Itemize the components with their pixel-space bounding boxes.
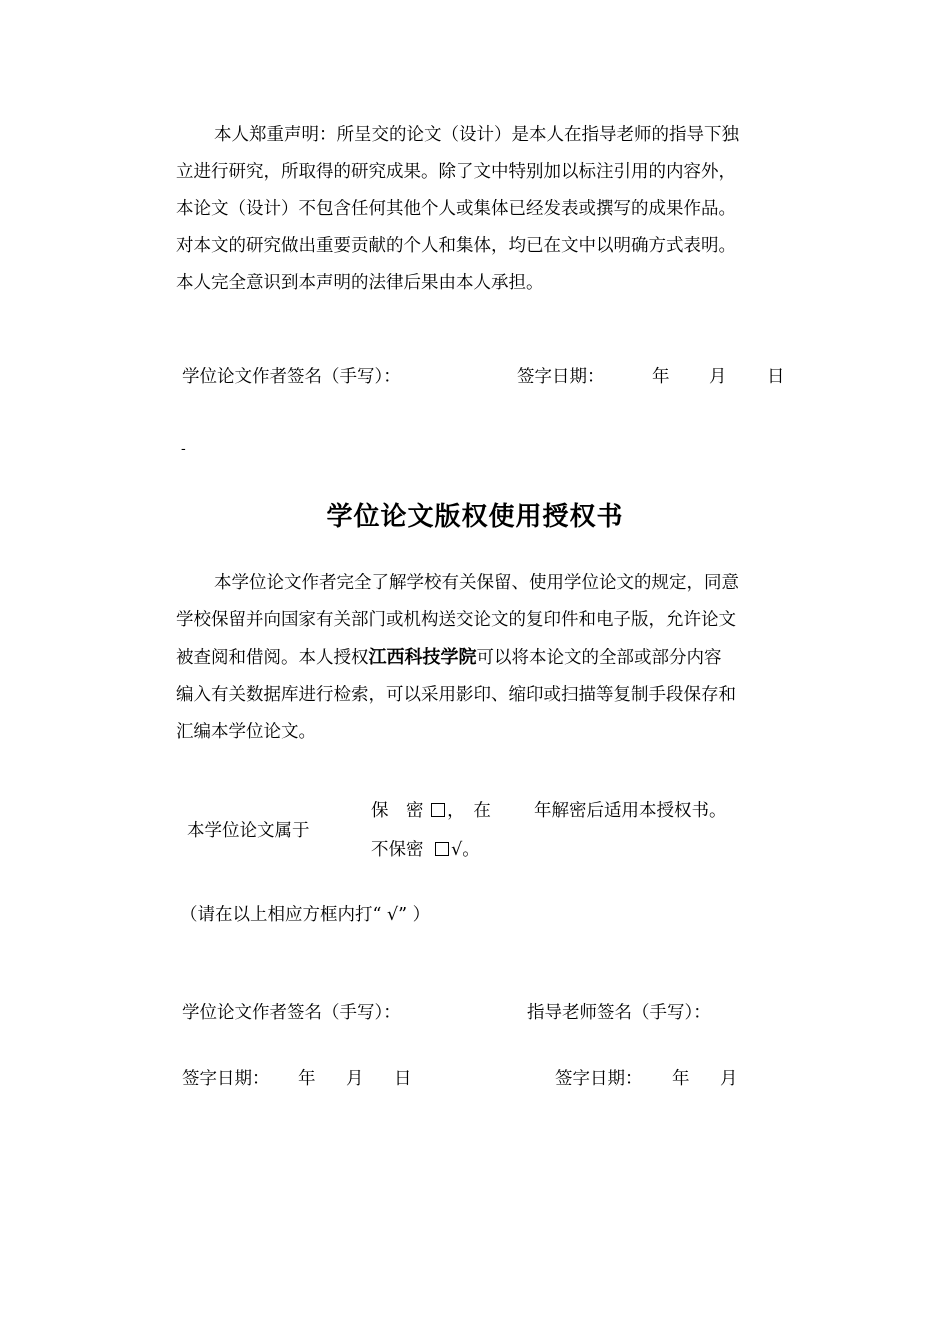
declaration-line: 本论文（设计）不包含任何其他个人或集体已经发表或撰写的成果作品。 [176,199,736,219]
declaration-line: 立进行研究，所取得的研究成果。除了文中特别加以标注引用的内容外， [176,162,736,182]
secret-checkbox[interactable] [431,803,445,817]
authorization-text: 被查阅和借阅。本人授权 [176,648,369,668]
date-month: 月 [346,1069,364,1089]
not-secret-option [371,836,480,861]
date-month: 月 [709,367,727,387]
not-secret-label: 不保密 [371,840,424,860]
authorization-paragraph [176,565,810,751]
authorization-line: 汇编本学位论文。 [176,722,316,742]
authorization-line: 学校保留并向国家有关部门或机构送交论文的复印件和电子版，允许论文 [176,610,736,630]
date-year: 年 [298,1069,316,1089]
date-day: 日 [394,1069,412,1089]
advisor-sign-date-label: 签字日期： [555,1069,643,1089]
authorization-line [176,639,810,677]
advisor-date-year: 年 [672,1069,690,1089]
classification-label: 本学位论文属于 [187,821,310,841]
instruction-note: （请在以上相应方框内打“ √” ） [180,905,431,925]
date-year: 年 [652,367,670,387]
not-secret-mark: √。 [451,840,480,860]
secret-option [371,797,491,822]
sign-date-label: 签字日期： [182,1069,270,1089]
secret-suffix: ， 在 [447,801,491,821]
authorization-text: 可以将本论文的全部或部分内容 [476,648,722,668]
declaration-line: 本人完全意识到本声明的法律后果由本人承担。 [176,273,544,293]
date-day: 日 [767,367,785,387]
page-title: 学位论文版权使用授权书 [326,502,624,532]
advisor-signature-label: 指导老师签名（手写）： [527,1003,711,1023]
not-secret-checkbox[interactable] [435,842,449,856]
institution-name: 江西科技学院 [368,647,477,668]
authorization-line: 本学位论文作者完全了解学校有关保留、使用学位论文的规定，同意 [214,573,739,593]
declaration-line: 对本文的研究做出重要贡献的个人和集体，均已在文中以明确方式表明。 [176,236,736,256]
declaration-line: 本人郑重声明：所呈交的论文（设计）是本人在指导老师的指导下独 [214,125,739,145]
secret-label: 保 密 [371,801,424,821]
sign-date-label: 签字日期： [517,367,605,387]
secret-tail: 年解密后适用本授权书。 [534,801,727,821]
authorization-line: 编入有关数据库进行检索，可以采用影印、缩印或扫描等复制手段保存和 [176,685,736,705]
separator-mark: - [181,441,186,457]
declaration-paragraph [176,117,810,302]
advisor-date-month: 月 [720,1069,738,1089]
author-signature-label: 学位论文作者签名（手写）： [182,1003,401,1023]
author-signature-label: 学位论文作者签名（手写）： [182,367,401,387]
